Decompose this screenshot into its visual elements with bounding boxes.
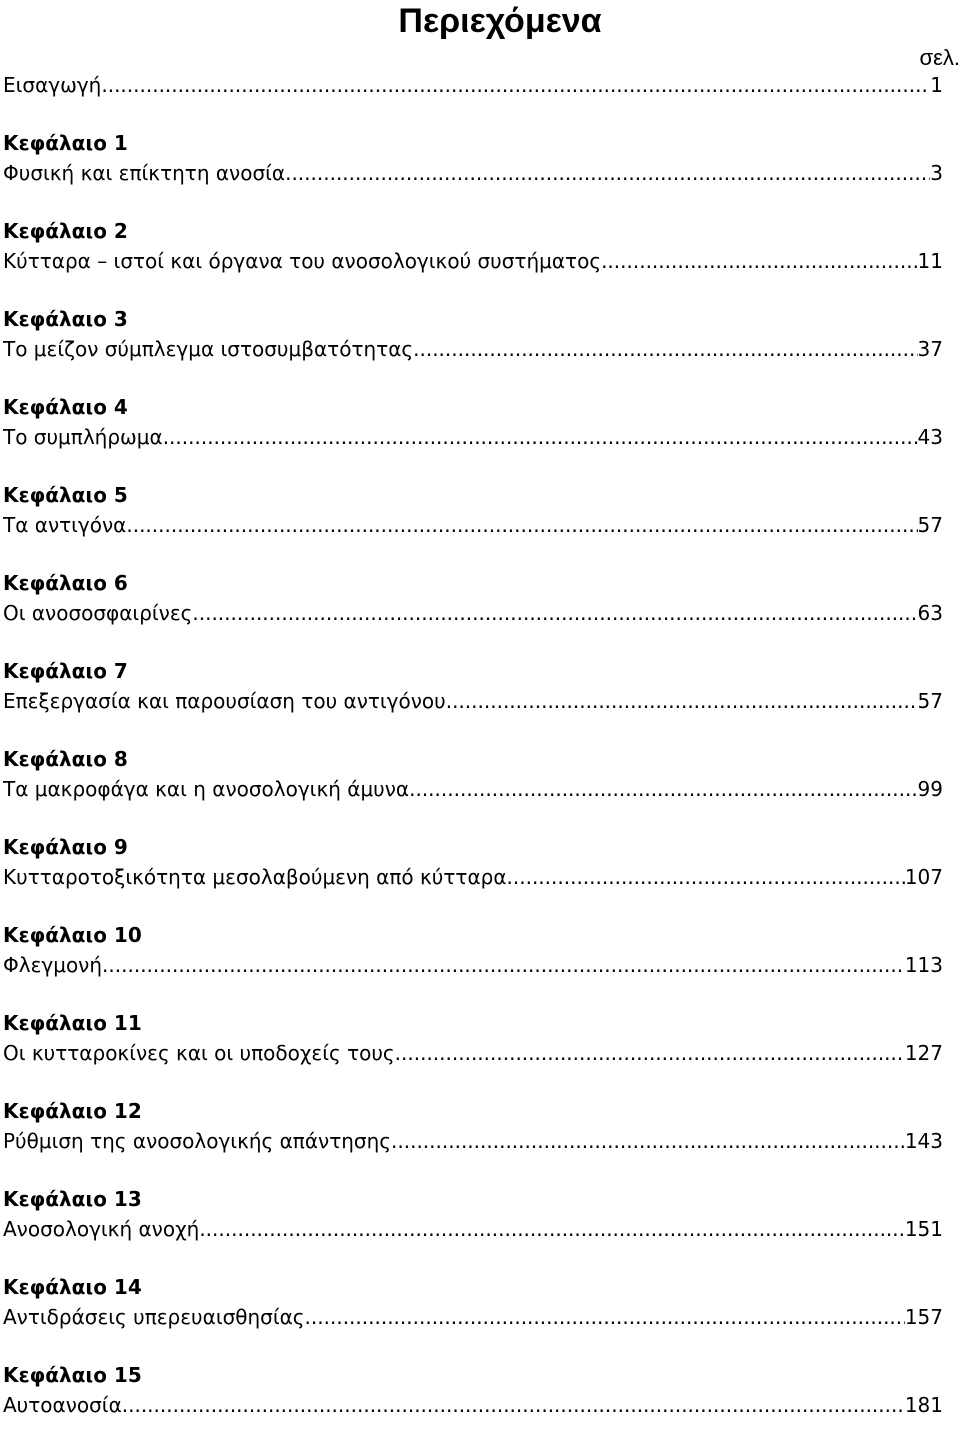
chapter-heading: Κεφάλαιο 15: [3, 1360, 943, 1390]
toc-entry[interactable]: [3, 334, 943, 364]
chapter-heading: Κεφάλαιο 13: [3, 1184, 943, 1214]
dot-leader: [601, 246, 917, 276]
toc-entry-page: 181: [905, 1390, 943, 1420]
toc-chapter-13: [3, 1184, 943, 1244]
toc-entry-page: 107: [905, 862, 943, 892]
toc-entry-title: Αντιδράσεις υπερευαισθησίας: [3, 1302, 305, 1332]
dot-leader: [126, 510, 917, 540]
dot-leader: [199, 1214, 904, 1244]
toc-entry-page: 57: [918, 686, 943, 716]
toc-entry-title: Επεξεργασία και παρουσίαση του αντιγόνου: [3, 686, 446, 716]
dot-leader: [122, 1390, 905, 1420]
page-title: Περιεχόμενα: [0, 0, 960, 42]
toc-entry-page: 11: [918, 246, 943, 276]
toc-chapter-11: [3, 1008, 943, 1068]
dot-leader: [409, 774, 917, 804]
toc-entry-title: Οι κυτταροκίνες και οι υποδοχείς τους: [3, 1038, 395, 1068]
toc-entry[interactable]: [3, 158, 943, 188]
toc-entry-title: Το συμπλήρωμα: [3, 422, 163, 452]
toc-entry-page: 57: [918, 510, 943, 540]
chapter-heading: Κεφάλαιο 5: [3, 480, 943, 510]
toc-entry-page: 99: [918, 774, 943, 804]
toc-chapter-12: [3, 1096, 943, 1156]
toc-entry-page: 143: [905, 1126, 943, 1156]
dot-leader: [507, 862, 905, 892]
toc-entry[interactable]: [3, 686, 943, 716]
chapter-heading: Κεφάλαιο 3: [3, 304, 943, 334]
dot-leader: [101, 70, 930, 100]
toc-chapter-4: [3, 392, 943, 452]
toc-chapter-1: [3, 128, 943, 188]
toc-entry[interactable]: [3, 598, 943, 628]
toc-entry[interactable]: [3, 1214, 943, 1244]
toc-entry-title: Φλεγμονή: [3, 950, 102, 980]
toc-entry[interactable]: [3, 862, 943, 892]
toc-chapter-6: [3, 568, 943, 628]
dot-leader: [305, 1302, 905, 1332]
toc-entry-page: 43: [918, 422, 943, 452]
toc-chapter-2: [3, 216, 943, 276]
toc-entry-title: Αυτοανοσία: [3, 1390, 122, 1420]
chapter-heading: Κεφάλαιο 12: [3, 1096, 943, 1126]
toc-entry-page: 37: [918, 334, 943, 364]
chapter-heading: Κεφάλαιο 9: [3, 832, 943, 862]
chapter-heading: Κεφάλαιο 11: [3, 1008, 943, 1038]
toc-entry-title: Κύτταρα – ιστοί και όργανα του ανοσολογικού συστήματος: [3, 246, 601, 276]
toc-entry[interactable]: [3, 422, 943, 452]
chapter-heading: Κεφάλαιο 8: [3, 744, 943, 774]
dot-leader: [391, 1126, 905, 1156]
chapter-heading: Κεφάλαιο 14: [3, 1272, 943, 1302]
toc-chapter-8: [3, 744, 943, 804]
toc-chapter-9: [3, 832, 943, 892]
toc-chapter-10: [3, 920, 943, 980]
dot-leader: [395, 1038, 905, 1068]
dot-leader: [192, 598, 917, 628]
chapter-heading: Κεφάλαιο 4: [3, 392, 943, 422]
toc-entry[interactable]: [3, 950, 943, 980]
dot-leader: [285, 158, 930, 188]
table-of-contents: [3, 70, 943, 1448]
toc-entry[interactable]: [3, 510, 943, 540]
toc-entry-page: 3: [930, 158, 943, 188]
toc-entry-title: Εισαγωγή: [3, 70, 101, 100]
dot-leader: [163, 422, 918, 452]
toc-chapter-7: [3, 656, 943, 716]
toc-entry-title: Κυτταροτοξικότητα μεσολαβούμενη από κύτταρα: [3, 862, 507, 892]
toc-chapter-3: [3, 304, 943, 364]
page-column-label: σελ.: [920, 44, 960, 72]
toc-chapter-15: [3, 1360, 943, 1420]
dot-leader: [413, 334, 917, 364]
chapter-heading: Κεφάλαιο 2: [3, 216, 943, 246]
toc-entry-title: Τα αντιγόνα: [3, 510, 126, 540]
toc-entry[interactable]: [3, 246, 943, 276]
toc-entry-title: Τα μακροφάγα και η ανοσολογική άμυνα: [3, 774, 409, 804]
chapter-heading: Κεφάλαιο 10: [3, 920, 943, 950]
dot-leader: [102, 950, 905, 980]
toc-entry-title: Ανοσολογική ανοχή: [3, 1214, 199, 1244]
toc-chapter-14: [3, 1272, 943, 1332]
toc-entry[interactable]: [3, 1302, 943, 1332]
toc-entry-page: 113: [905, 950, 943, 980]
toc-entry-page: 151: [905, 1214, 943, 1244]
dot-leader: [446, 686, 918, 716]
toc-entry[interactable]: [3, 1038, 943, 1068]
chapter-heading: Κεφάλαιο 6: [3, 568, 943, 598]
toc-entry-title: Το μείζον σύμπλεγμα ιστοσυμβατότητας: [3, 334, 413, 364]
toc-entry[interactable]: [3, 1390, 943, 1420]
toc-entry-page: 1: [930, 70, 943, 100]
toc-entry-title: Φυσική και επίκτητη ανοσία: [3, 158, 285, 188]
chapter-heading: Κεφάλαιο 1: [3, 128, 943, 158]
toc-entry-introduction[interactable]: [3, 70, 943, 100]
toc-entry-title: Ρύθμιση της ανοσολογικής απάντησης: [3, 1126, 391, 1156]
toc-entry-page: 63: [918, 598, 943, 628]
toc-entry-page: 127: [905, 1038, 943, 1068]
toc-entry-title: Οι ανοσοσφαιρίνες: [3, 598, 192, 628]
toc-chapter-5: [3, 480, 943, 540]
toc-entry-page: 157: [905, 1302, 943, 1332]
chapter-heading: Κεφάλαιο 7: [3, 656, 943, 686]
toc-entry[interactable]: [3, 774, 943, 804]
toc-entry[interactable]: [3, 1126, 943, 1156]
